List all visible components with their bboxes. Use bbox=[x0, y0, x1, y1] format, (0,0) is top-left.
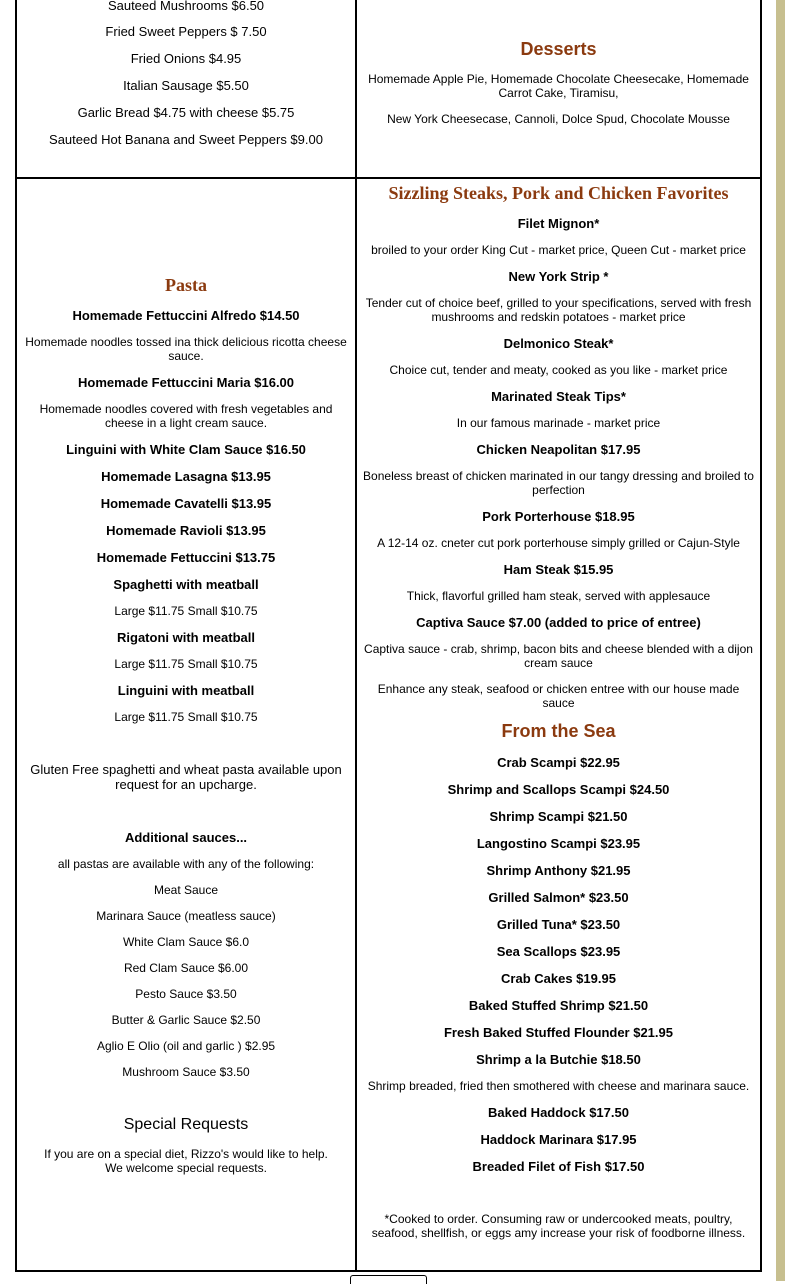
desserts-line: Homemade Apple Pie, Homemade Chocolate Cheesecake, Homemade Carrot Cake, Tiramisu, bbox=[368, 72, 749, 100]
special-requests-line: We welcome special requests. bbox=[105, 1161, 267, 1175]
steaks-heading: Sizzling Steaks, Pork and Chicken Favorites bbox=[388, 183, 729, 203]
item-description: Choice cut, tender and meaty, cooked as you like - market price bbox=[389, 363, 728, 377]
sauce-item: White Clam Sauce $6.0 bbox=[122, 935, 250, 949]
menu-item: Langostino Scampi $23.95 bbox=[476, 836, 641, 851]
menu-item: Sea Scallops $23.95 bbox=[496, 944, 621, 959]
menu-item: Shrimp Anthony $21.95 bbox=[486, 863, 631, 878]
item-prices: Large $11.75 Small $10.75 bbox=[114, 657, 258, 671]
menu-item: Homemade Fettuccini $13.75 bbox=[96, 550, 276, 565]
gluten-free-note: Gluten Free spaghetti and wheat pasta available upon request for an upcharge. bbox=[30, 762, 342, 792]
sea-heading: From the Sea bbox=[501, 721, 616, 741]
menu-item: Delmonico Steak* bbox=[503, 336, 614, 351]
item-prices: Large $11.75 Small $10.75 bbox=[114, 604, 258, 618]
menu-item: Homemade Lasagna $13.95 bbox=[101, 469, 271, 484]
sauces-intro: all pastas are available with any of the following: bbox=[57, 857, 315, 871]
page-tab[interactable] bbox=[350, 1275, 427, 1284]
menu-item: Grilled Salmon* $23.50 bbox=[488, 890, 629, 905]
menu-item: Shrimp Scampi $21.50 bbox=[489, 809, 628, 824]
pasta-heading: Pasta bbox=[165, 275, 207, 295]
menu-item: Shrimp a la Butchie $18.50 bbox=[476, 1052, 641, 1067]
menu-item: Filet Mignon* bbox=[517, 216, 600, 231]
item-description: A 12-14 oz. cneter cut pork porterhouse simply grilled or Cajun-Style bbox=[377, 536, 740, 550]
menu-item: New York Strip * bbox=[508, 269, 609, 284]
sauce-item: Pesto Sauce $3.50 bbox=[135, 987, 237, 1001]
special-requests-line: If you are on a special diet, Rizzo's would like to help. bbox=[44, 1147, 328, 1161]
menu-item: Fresh Baked Stuffed Flounder $21.95 bbox=[443, 1025, 673, 1040]
menu-item: Linguini with meatball bbox=[117, 683, 255, 698]
page-edge-bar bbox=[776, 0, 785, 1281]
item-description: In our famous marinade - market price bbox=[456, 416, 661, 430]
side-item: Sauteed Hot Banana and Sweet Peppers $9.00 bbox=[49, 132, 323, 147]
item-description: Tender cut of choice beef, grilled to your specifications, served with fresh mushrooms and redskin potatoes - market price bbox=[365, 296, 752, 324]
menu-item: Chicken Neapolitan $17.95 bbox=[476, 442, 641, 457]
menu-item: Crab Scampi $22.95 bbox=[497, 755, 620, 770]
special-requests-heading: Special Requests bbox=[123, 1116, 249, 1133]
item-description: Thick, flavorful grilled ham steak, served with applesauce bbox=[406, 589, 711, 603]
menu-item: Baked Haddock $17.50 bbox=[488, 1105, 629, 1120]
menu-item: Shrimp and Scallops Scampi $24.50 bbox=[447, 782, 670, 797]
menu-item: Breaded Filet of Fish $17.50 bbox=[472, 1159, 645, 1174]
menu-item: Homemade Fettuccini Alfredo $14.50 bbox=[72, 308, 300, 323]
item-description: Boneless breast of chicken marinated in our tangy dressing and broiled to perfection bbox=[363, 469, 754, 497]
menu-item: Linguini with White Clam Sauce $16.50 bbox=[66, 442, 306, 457]
item-description: Shrimp breaded, fried then smothered with cheese and marinara sauce. bbox=[367, 1079, 750, 1093]
menu-item: Homemade Cavatelli $13.95 bbox=[100, 496, 272, 511]
menu-item: Spaghetti with meatball bbox=[113, 577, 259, 592]
sauce-item: Marinara Sauce (meatless sauce) bbox=[96, 909, 276, 923]
side-item: Fried Onions $4.95 bbox=[130, 51, 242, 66]
side-item: Sauteed Mushrooms $6.50 bbox=[107, 0, 265, 13]
sauce-item: Aglio E Olio (oil and garlic ) $2.95 bbox=[96, 1039, 276, 1053]
sauces-heading: Additional sauces... bbox=[124, 830, 248, 845]
side-item: Italian Sausage $5.50 bbox=[123, 78, 249, 93]
side-item: Garlic Bread $4.75 with cheese $5.75 bbox=[77, 105, 295, 120]
sauce-item: Butter & Garlic Sauce $2.50 bbox=[111, 1013, 261, 1027]
menu-item: Grilled Tuna* $23.50 bbox=[496, 917, 621, 932]
enhance-note: Enhance any steak, seafood or chicken entree with our house made sauce bbox=[377, 682, 740, 710]
item-prices: Large $11.75 Small $10.75 bbox=[114, 710, 258, 724]
disclaimer-note: *Cooked to order. Consuming raw or undercooked meats, poultry, seafood, shellfish, or eggs amy increase your risk of foodborne illness. bbox=[371, 1212, 746, 1240]
desserts-line: New York Cheesecase, Cannoli, Dolce Spud, Chocolate Mousse bbox=[387, 112, 730, 126]
side-item: Fried Sweet Peppers $ 7.50 bbox=[105, 24, 267, 39]
item-description: broiled to your order King Cut - market price, Queen Cut - market price bbox=[371, 243, 746, 257]
menu-item: Haddock Marinara $17.95 bbox=[480, 1132, 637, 1147]
menu-item: Pork Porterhouse $18.95 bbox=[482, 509, 635, 524]
menu-item: Ham Steak $15.95 bbox=[503, 562, 614, 577]
row-divider bbox=[15, 177, 762, 179]
menu-item: Captiva Sauce $7.00 (added to price of entree) bbox=[416, 615, 701, 630]
desserts-heading: Desserts bbox=[520, 39, 597, 59]
menu-item: Baked Stuffed Shrimp $21.50 bbox=[468, 998, 649, 1013]
item-description: Homemade noodles tossed ina thick delicious ricotta cheese sauce. bbox=[25, 335, 347, 363]
sauce-item: Meat Sauce bbox=[153, 883, 219, 897]
item-description: Captiva sauce - crab, shrimp, bacon bits and cheese blended with a dijon cream sauce bbox=[364, 642, 753, 670]
menu-item: Marinated Steak Tips* bbox=[491, 389, 626, 404]
menu-item: Homemade Fettuccini Maria $16.00 bbox=[77, 375, 295, 390]
menu-item: Homemade Ravioli $13.95 bbox=[106, 523, 266, 538]
menu-item: Rigatoni with meatball bbox=[117, 630, 255, 645]
sauce-item: Mushroom Sauce $3.50 bbox=[122, 1065, 250, 1079]
item-description: Homemade noodles covered with fresh vegetables and cheese in a light cream sauce. bbox=[39, 402, 333, 430]
menu-item: Crab Cakes $19.95 bbox=[501, 971, 616, 986]
sauce-item: Red Clam Sauce $6.00 bbox=[123, 961, 249, 975]
